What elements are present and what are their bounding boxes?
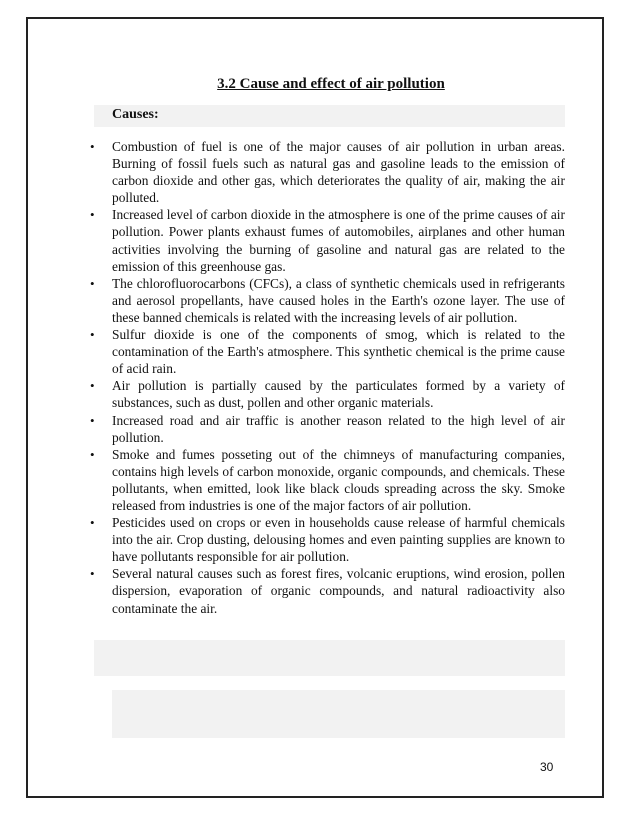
bullet-icon: • <box>90 515 95 531</box>
section-title: 3.2 Cause and effect of air pollution <box>217 76 445 92</box>
list-item <box>90 514 565 565</box>
causes-list <box>90 138 565 617</box>
bullet-icon: • <box>90 327 95 343</box>
subheading-shade <box>94 105 565 127</box>
list-item-text: Sulfur dioxide is one of the components of smog, which is related to the contamination of the Earth's atmosphere. This synthetic chemical is the prime cause of acid rain. <box>112 327 565 377</box>
bullet-icon: • <box>90 378 95 394</box>
list-item <box>90 446 565 514</box>
page-number: 30 <box>540 760 554 774</box>
shaded-band <box>94 640 565 676</box>
list-item <box>90 138 565 206</box>
bullet-icon: • <box>90 412 95 428</box>
list-item <box>90 565 565 616</box>
list-item-text: Smoke and fumes posseting out of the chimneys of manufacturing companies, contains high levels of carbon monoxide, organic compounds, and chemicals. These pollutants, when emitted, look like black clouds spreading across the sky. Smoke released from industries is one of the major factors of air pollution. <box>112 446 565 513</box>
bullet-icon: • <box>90 139 95 154</box>
list-item <box>90 326 565 377</box>
shaded-box <box>112 690 565 738</box>
bullet-icon: • <box>90 207 95 223</box>
list-item-text: Increased road and air traffic is another reason related to the high level of air pollution. <box>112 412 565 445</box>
list-item-text: Combustion of fuel is one of the major causes of air pollution in urban areas. Burning of fossil fuels such as natural gas and gasoline leads to the emission of carbon dioxide and other gas, which deteriorates the quality of air, making the air polluted. <box>112 139 565 206</box>
list-item <box>90 275 565 326</box>
list-item-text: The chlorofluorocarbons (CFCs), a class of synthetic chemicals used in refrigerants and aerosol propellants, have caused holes in the Earth's ozone layer. The use of these banned chemicals is related with the increasing levels of air pollution. <box>112 275 565 325</box>
causes-subheading: Causes: <box>112 107 159 122</box>
list-item-text: Pesticides used on crops or even in households cause release of harmful chemicals into the air. Crop dusting, delousing homes and even painting supplies are known to have pollutants responsible for air pollution. <box>112 515 565 565</box>
bullet-icon: • <box>90 275 95 291</box>
bullet-icon: • <box>90 566 95 582</box>
list-item <box>90 377 565 411</box>
list-item-text: Air pollution is partially caused by the particulates formed by a variety of substances, such as dust, pollen and other organic materials. <box>112 378 565 411</box>
list-item <box>90 206 565 274</box>
bullet-icon: • <box>90 446 95 462</box>
list-item-text: Increased level of carbon dioxide in the atmosphere is one of the prime causes of air pollution. Power plants exhaust fumes of automobiles, airplanes and other human activities involving the burning of gasoline and natural gas are related to the emission of this greenhouse gas. <box>112 207 565 274</box>
list-item <box>90 412 565 446</box>
list-item-text: Several natural causes such as forest fires, volcanic eruptions, wind erosion, pollen dispersion, evaporation of organic compounds, and natural radioactivity also contaminate the air. <box>112 566 565 616</box>
